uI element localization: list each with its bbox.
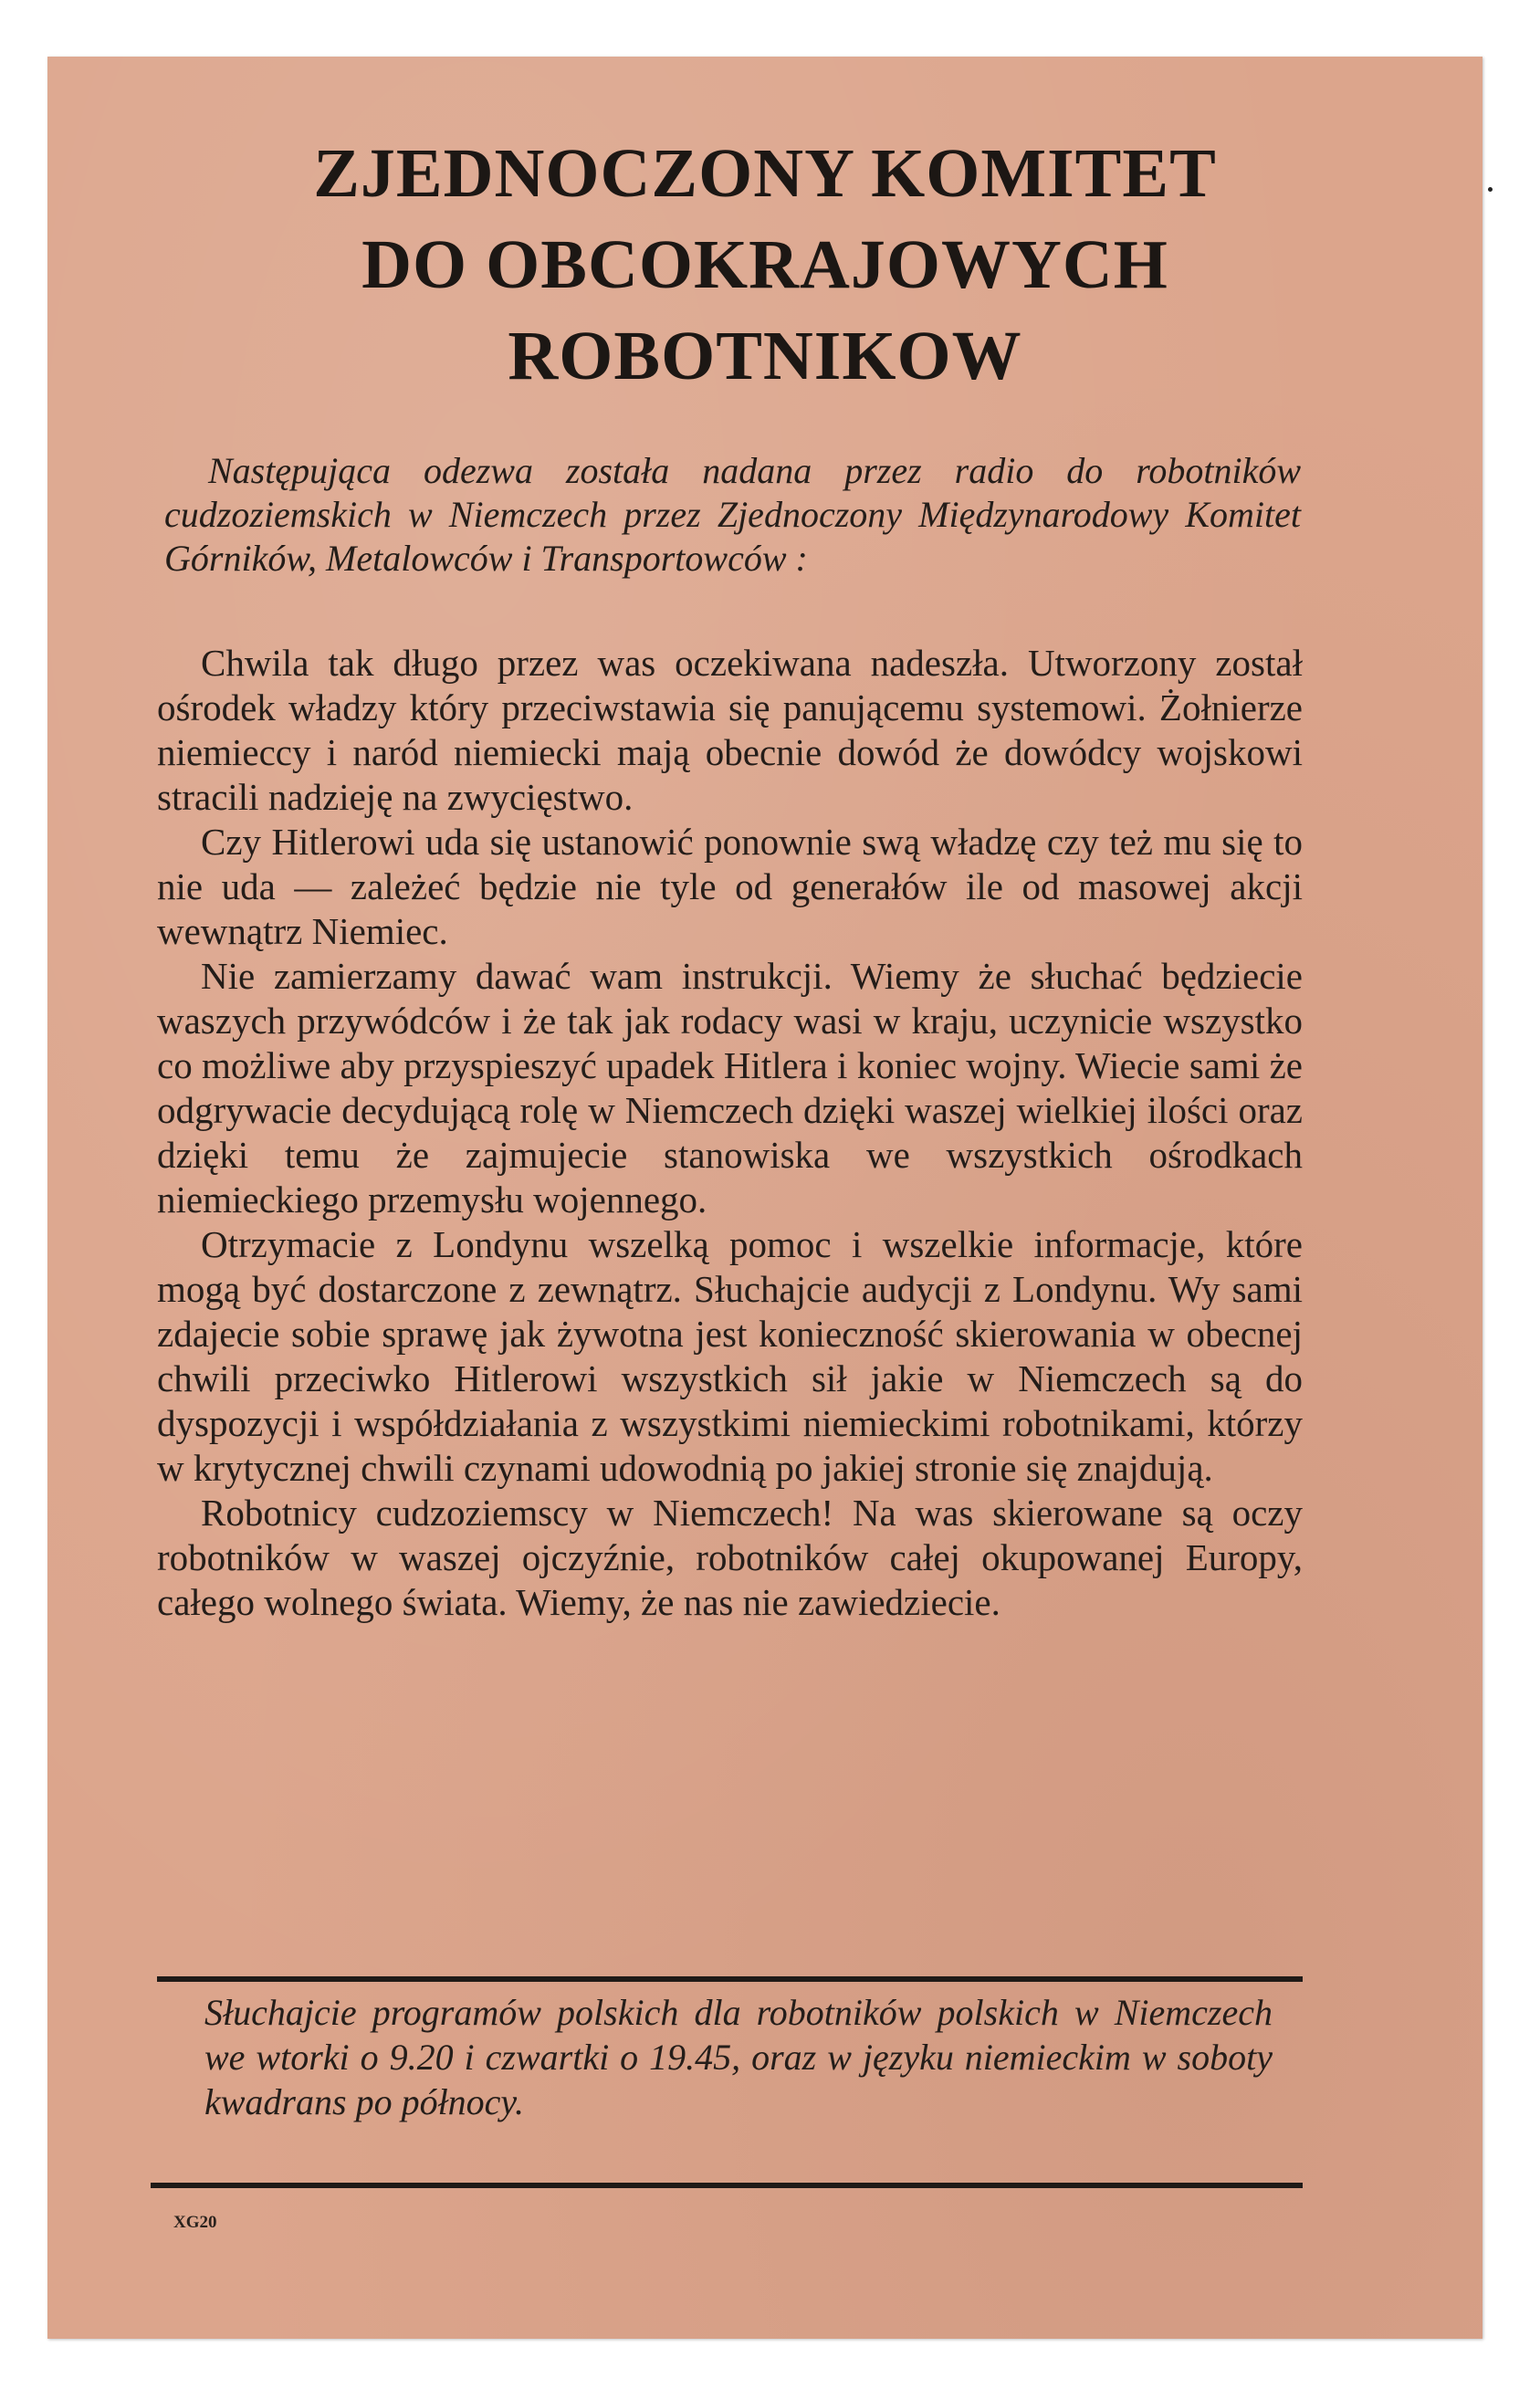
ink-speck <box>1488 187 1493 192</box>
body-paragraph-4: Otrzymacie z Londynu wszelką pomoc i wszelkie informacje, które mogą być dostarczone z zewnątrz. Słuchajcie audycji z Londynu. Wy sami zdajecie sobie sprawę jak żywotna jest konieczność skierowania w obecnej chwili przeciwko Hitlerowi wszystkich sił jakie w Niemczech są do dyspozycji i współdziałania z wszystkimi niemieckimi robotnikami, którzy w krytycznej chwili czynami udowodnią po jakiej stronie się znajdują. <box>157 1223 1303 1489</box>
title-line-1: ZJEDNOCZONY KOMITET <box>313 135 1217 212</box>
body-text <box>157 641 1303 1625</box>
intro-paragraph: Następująca odezwa została nadana przez radio do robotników cudzoziemskich w Niemczech przez Zjednoczony Międzynarodowy Komitet Górników, Metalowców i Transportowców : <box>164 450 1301 579</box>
broadcast-notice: Słuchajcie programów polskich dla robotników polskich w Niemczech we wtorki o 9.20 i czwartki o 19.45, oraz w języku niemieckim w soboty kwadrans po północy. <box>204 1992 1273 2122</box>
leaflet-sheet <box>47 57 1482 2339</box>
title-line-3: ROBOTNIKOW <box>508 318 1022 394</box>
divider-top <box>157 1976 1303 1982</box>
body-paragraph-5: Robotnicy cudzoziemscy w Niemczech! Na was skierowane są oczy robotników w waszej ojczyźnie, robotników całej okupowanej Europy, całego wolnego świata. Wiemy, że nas nie zawiedziecie. <box>157 1492 1303 1623</box>
divider-bottom <box>151 2183 1303 2188</box>
leaflet-code: XG20 <box>173 2213 217 2232</box>
title-line-2: DO OBCOKRAJOWYCH <box>361 226 1168 303</box>
body-paragraph-1: Chwila tak długo przez was oczekiwana nadeszła. Utworzony został ośrodek władzy który przeciwstawia się panującemu systemowi. Żołnierze niemieccy i naród niemiecki mają obecnie dowód że dowódcy wojskowi stracili nadzieję na zwycięstwo. <box>157 642 1303 818</box>
body-paragraph-2: Czy Hitlerowi uda się ustanowić ponownie swą władzę czy też mu się to nie uda — zależeć będzie nie tyle od generałów ile od masowej akcji wewnątrz Niemiec. <box>157 821 1303 952</box>
body-paragraph-3: Nie zamierzamy dawać wam instrukcji. Wiemy że słuchać będziecie waszych przywódców i że tak jak rodacy wasi w kraju, uczynicie wszystko co możliwe aby przyspieszyć upadek Hitlera i koniec wojny. Wiecie sami że odgrywacie decydującą rolę w Niemczech dzięki waszej wielkiej ilości oraz dzięki temu że zajmujecie stanowiska we wszystkich ośrodkach niemieckiego przemysłu wojennego. <box>157 955 1303 1220</box>
